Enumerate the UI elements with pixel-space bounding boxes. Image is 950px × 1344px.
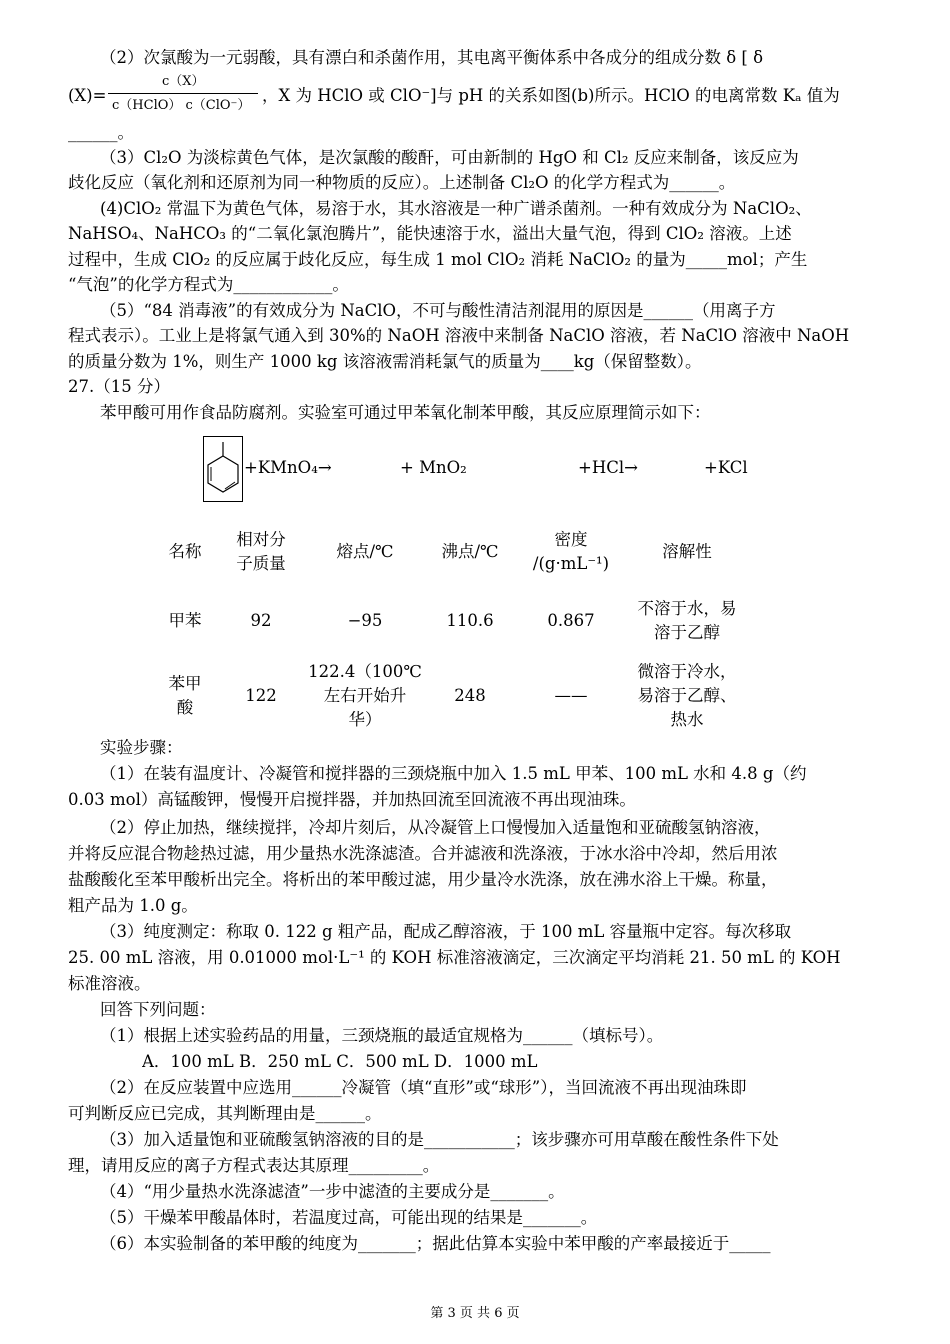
text-line: 过程中，生成 ClO₂ 的反应属于歧化反应，每生成 1 mol ClO₂ 消耗 NaClO₂ 的量为_____mol；产生 <box>68 250 808 269</box>
text-line: 歧化反应（氧化剂和还原剂为同一种物质的反应）。上述制备 Cl₂O 的化学方程式为______。 <box>68 173 736 192</box>
table-cell: 沸点/℃ <box>441 542 499 561</box>
equation-part-4: +KCl <box>704 458 748 477</box>
text-line: NaHSO₄、NaHCO₃ 的“二氧化氯泡腾片”，能快速溶于水，溢出大量气泡，得到 ClO₂ 溶液。上述 <box>68 224 792 243</box>
text-line: 理，请用反应的离子方程式表达其原理_________。 <box>68 1156 440 1175</box>
table-cell: 熔点/℃ <box>336 542 394 561</box>
text-line: 粗产品为 1.0 g。 <box>68 896 198 915</box>
text-line: 25. 00 mL 溶液，用 0.01000 mol·L⁻¹ 的 KOH 标准溶液滴定，三次滴定平均消耗 21. 50 mL 的 KOH <box>68 948 841 967</box>
text-line: （3）纯度测定：称取 0. 122 g 粗产品，配成乙醇溶液，于 100 mL 容量瓶中定容。每次移取 <box>100 922 792 941</box>
text-line: （2）在反应装置中应选用______冷凝管（填“直形”或“球形”），当回流液不再出现油珠即 <box>100 1078 747 1097</box>
table-cell: 甲苯 <box>168 611 202 630</box>
text-line: （5）干燥苯甲酸晶体时，若温度过高，可能出现的结果是_______。 <box>100 1208 598 1227</box>
table-cell: 苯甲 酸 <box>168 674 202 717</box>
equation-part-3: +HCl→ <box>578 458 638 477</box>
table-cell: 92 <box>250 611 272 630</box>
text-line: （5）“84 消毒液”的有效成分为 NaClO，不可与酸性清洁剂混用的原因是______（用离子方 <box>100 301 776 320</box>
text-line: “气泡”的化学方程式为____________。 <box>68 275 349 294</box>
table-cell: 122 <box>245 686 277 705</box>
table-cell: 248 <box>454 686 486 705</box>
text-line: 可判断反应已完成，其判断理由是______。 <box>68 1104 382 1123</box>
table-cell: 110.6 <box>446 611 494 630</box>
equation-part-1: +KMnO₄→ <box>244 458 332 477</box>
table-cell: 0.867 <box>547 611 595 630</box>
text-line: 的质量分数为 1%，则生产 1000 kg 该溶液需消耗氯气的质量为____kg（保留整数）。 <box>68 352 702 371</box>
text-line: 实验步骤： <box>100 738 183 757</box>
text-line: （3）Cl₂O 为淡棕黄色气体，是次氯酸的酸酐，可由新制的 HgO 和 Cl₂ 反应来制备，该反应为 <box>100 148 799 167</box>
text-line: （1）在装有温度计、冷凝管和搅拌器的三颈烧瓶中加入 1.5 mL 甲苯、100 mL 水和 4.8 g（约 <box>100 764 807 783</box>
fraction-bar <box>108 93 258 94</box>
table-cell: 密度 /(g·mL⁻¹) <box>532 530 610 573</box>
text-line: （1）根据上述实验药品的用量，三颈烧瓶的最适宜规格为______（填标号）。 <box>100 1026 664 1045</box>
text-line: 盐酸酸化至苯甲酸析出完全。将析出的苯甲酸过滤，用少量冷水洗涤，放在沸水浴上干燥。称量， <box>68 870 778 889</box>
table-cell: 溶解性 <box>662 542 712 561</box>
text-line: 27.（15 分） <box>68 377 170 396</box>
text-line: （2）次氯酸为一元弱酸，具有漂白和杀菌作用，其电离平衡体系中各成分的组成分数 δ [ δ <box>100 48 764 67</box>
text-line: （6）本实验制备的苯甲酸的纯度为_______；据此估算本实验中苯甲酸的产率最接近于_____ <box>100 1234 771 1253</box>
page-footer: 第 3 页 共 6 页 <box>430 1306 520 1321</box>
text-line: ，X 为 HClO 或 ClO⁻]与 pH 的关系如图(b)所示。HClO 的电离常数 Kₐ 值为 <box>262 86 840 105</box>
toluene-structure-icon <box>203 436 243 502</box>
fraction-denominator: c（HClO） c（ClO⁻） <box>112 98 251 113</box>
text-line: （3）加入适量饱和亚硫酸氢钠溶液的目的是___________；该步骤亦可用草酸在酸性条件下处 <box>100 1130 779 1149</box>
text-line: 回答下列问题： <box>100 1000 216 1019</box>
table-cell: −95 <box>347 611 383 630</box>
text-line: A．100 mL B．250 mL C．500 mL D．1000 mL <box>142 1052 538 1071</box>
table-cell: 名称 <box>168 542 202 561</box>
table-cell: 微溶于冷水， 易溶于乙醇、 热水 <box>637 662 737 729</box>
text-line: 标准溶液。 <box>68 974 151 993</box>
text-line: (4)ClO₂ 常温下为黄色气体，易溶于水，其水溶液是一种广谱杀菌剂。一种有效成分为 NaClO₂、 <box>100 199 812 218</box>
table-cell: —— <box>554 686 588 705</box>
text-line: (X)= <box>68 86 107 105</box>
text-line: （2）停止加热，继续搅拌，冷却片刻后，从冷凝管上口慢慢加入适量饱和亚硫酸氢钠溶液， <box>100 818 771 837</box>
text-line: （4）“用少量热水洗涤滤渣”一步中滤渣的主要成分是_______。 <box>100 1182 565 1201</box>
fraction-numerator: c（X） <box>162 74 205 89</box>
table-cell: 相对分 子质量 <box>236 530 286 573</box>
text-line: 并将反应混合物趁热过滤，用少量热水洗涤滤渣。合并滤液和洗涤液，于冰水浴中冷却，然后用浓 <box>68 844 778 863</box>
table-cell: 不溶于水，易 溶于乙醇 <box>637 599 737 642</box>
text-line: ______。 <box>68 123 134 142</box>
text-line: 0.03 mol）高锰酸钾，慢慢开启搅拌器，并加热回流至回流液不再出现油珠。 <box>68 790 636 809</box>
text-line: 程式表示）。工业上是将氯气通入到 30%的 NaOH 溶液中来制备 NaClO 溶液，若 NaClO 溶液中 NaOH <box>68 326 850 345</box>
equation-part-2: + MnO₂ <box>400 458 467 477</box>
text-line: 苯甲酸可用作食品防腐剂。实验室可通过甲苯氧化制苯甲酸，其反应原理简示如下： <box>100 403 711 422</box>
table-cell: 122.4（100℃ 左右开始升 华） <box>308 662 422 729</box>
